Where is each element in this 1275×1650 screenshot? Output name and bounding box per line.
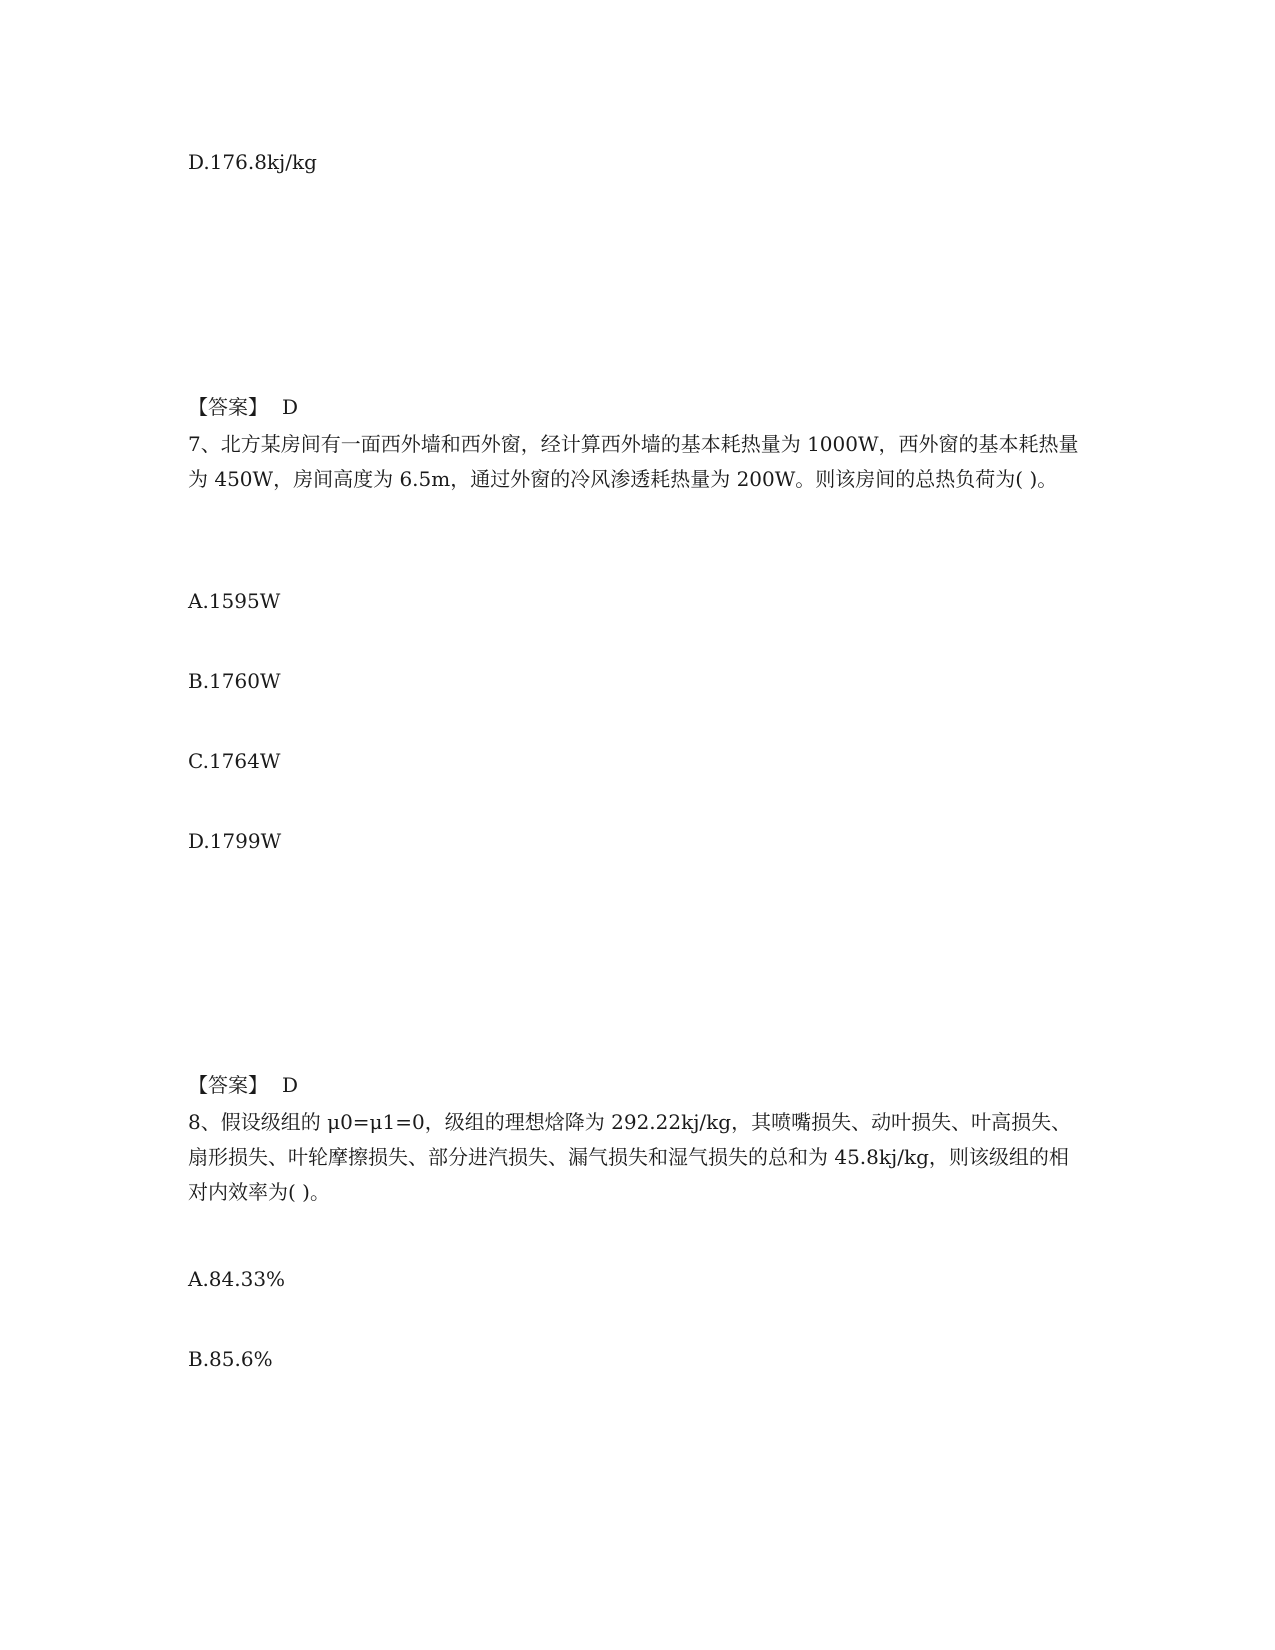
answer-label: 【答案】 [188, 1073, 268, 1097]
question-8-stem: 8、假设级组的 μ0=μ1=0，级组的理想焓降为 292.22kj/kg，其喷嘴损失、动叶损失、叶高损失、扇形损失、叶轮摩擦损失、部分进汽损失、漏气损失和湿气损失的总和为 45.8kj/kg，则该级组的相对内效率为( )。 [188, 1110, 1072, 1204]
question-7-option-c: C.1764W [188, 749, 281, 773]
answer-label: 【答案】 [188, 395, 268, 419]
question-8-option-b: B.85.6% [188, 1347, 273, 1371]
question-8-option-a: A.84.33% [188, 1267, 286, 1291]
question-7-option-a: A.1595W [188, 589, 281, 613]
question-7-option-b: B.1760W [188, 669, 281, 693]
question-7-answer [188, 1068, 298, 1103]
answer-value: D [282, 395, 299, 419]
answer-value: D [282, 1073, 299, 1097]
prev-option-d: D.176.8kj/kg [188, 150, 317, 174]
prev-answer [188, 390, 298, 425]
question-7-stem: 7、北方某房间有一面西外墙和西外窗，经计算西外墙的基本耗热量为 1000W，西外窗的基本耗热量为 450W，房间高度为 6.5m，通过外窗的冷风渗透耗热量为 200W。则该房间的总热负荷为( )。 [188, 432, 1079, 491]
question-7-option-d: D.1799W [188, 829, 282, 853]
